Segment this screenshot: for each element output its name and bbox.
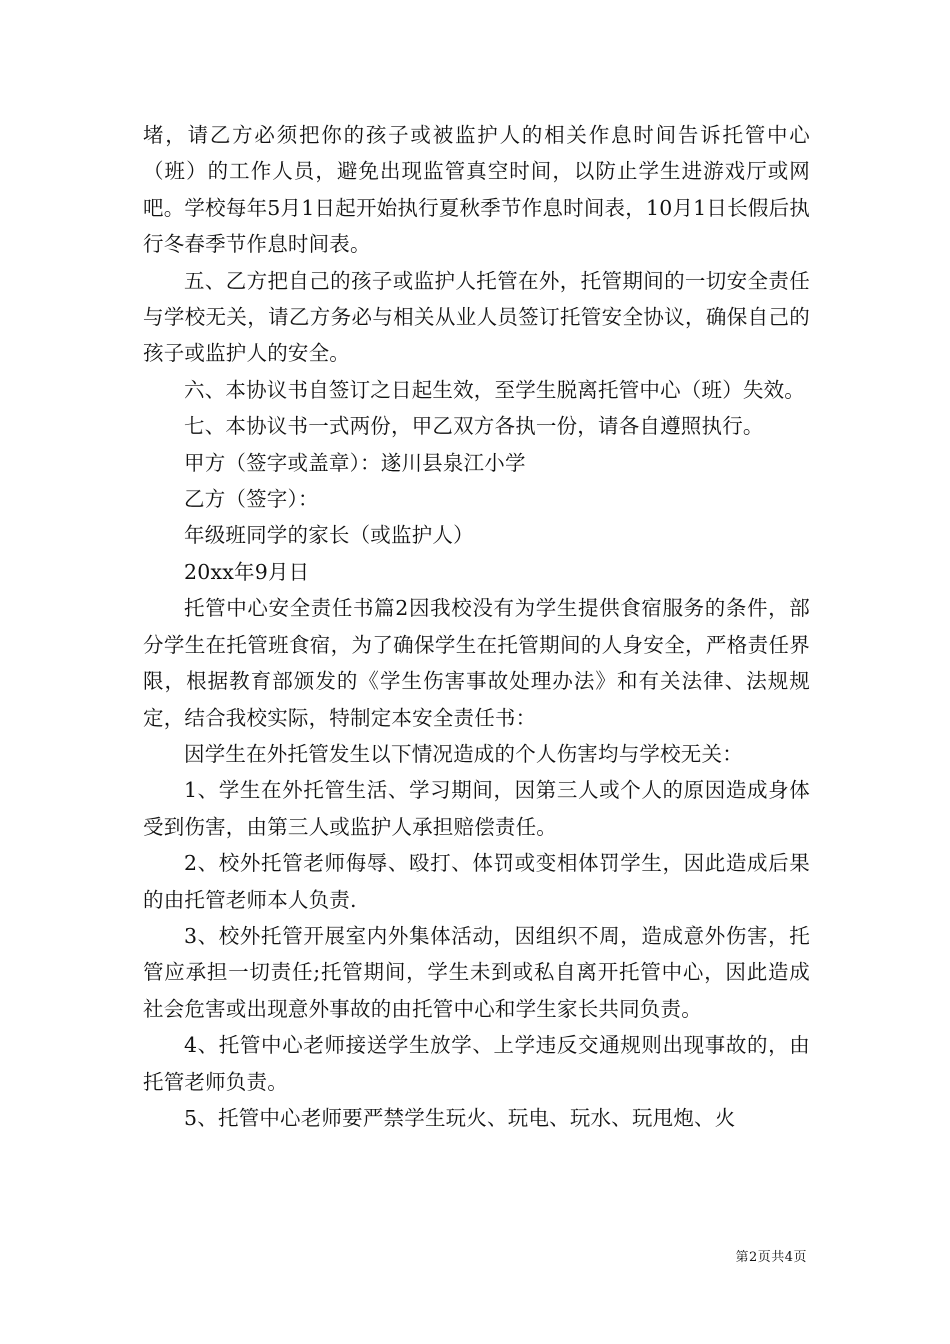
paragraph-doc2-item-2: 2、校外托管老师侮辱、殴打、体罚或变相体罚学生，因此造成后果的由托管老师本人负责. bbox=[143, 851, 810, 912]
document-body bbox=[143, 117, 810, 1136]
paragraph-item-7: 七、本协议书一式两份，甲乙双方各执一份，请各自遵照执行。 bbox=[184, 414, 764, 439]
paragraph-doc2-lead: 因学生在外托管发生以下情况造成的个人伤害均与学校无关： bbox=[184, 741, 743, 766]
signature-date: 20xx年9月日 bbox=[184, 559, 310, 584]
paragraph-item-6: 六、本协议书自签订之日起生效，至学生脱离托管中心（班）失效。 bbox=[184, 377, 805, 402]
paragraph-doc2-item-5: 5、托管中心老师要严禁学生玩火、玩电、玩水、玩甩炮、火 bbox=[184, 1105, 736, 1130]
page-number-footer: 第2页共4页 bbox=[735, 1250, 807, 1265]
signature-party-b: 乙方（签字）： bbox=[184, 487, 319, 512]
paragraph-doc2-item-3: 3、校外托管开展室内外集体活动，因组织不周，造成意外伤害，托管应承担一切责任;托管期间，学生未到或私自离开托管中心，因此造成社会危害或出现意外事故的由托管中心和学生家长共同负责。 bbox=[143, 923, 810, 1021]
signature-parent: 年级班同学的家长（或监护人） bbox=[184, 523, 474, 548]
paragraph-item-5: 五、乙方把自己的孩子或监护人托管在外，托管期间的一切安全责任与学校无关，请乙方务必与相关从业人员签订托管安全协议，确保自己的孩子或监护人的安全。 bbox=[143, 268, 810, 366]
paragraph-doc2-item-1: 1、学生在外托管生活、学习期间，因第三人或个人的原因造成身体受到伤害，由第三人或监护人承担赔偿责任。 bbox=[143, 778, 810, 839]
paragraph-doc2-intro: 托管中心安全责任书篇2因我校没有为学生提供食宿服务的条件，部分学生在托管班食宿，为了确保学生在托管期间的人身安全，严格责任界限，根据教育部颁发的《学生伤害事故处理办法》和有关法律、法规规定，结合我校实际，特制定本安全责任书： bbox=[143, 596, 810, 730]
signature-party-a: 甲方（签字或盖章）：遂川县泉江小学 bbox=[184, 450, 526, 475]
paragraph-doc2-item-4: 4、托管中心老师接送学生放学、上学违反交通规则出现事故的，由托管老师负责。 bbox=[143, 1033, 810, 1094]
paragraph-continuation: 堵，请乙方必须把你的孩子或被监护人的相关作息时间告诉托管中心（班）的工作人员，避免出现监管真空时间，以防止学生进游戏厅或网吧。学校每年5月1日起开始执行夏秋季节作息时间表，10月1日长假后执行冬春季节作息时间表。 bbox=[143, 123, 810, 257]
